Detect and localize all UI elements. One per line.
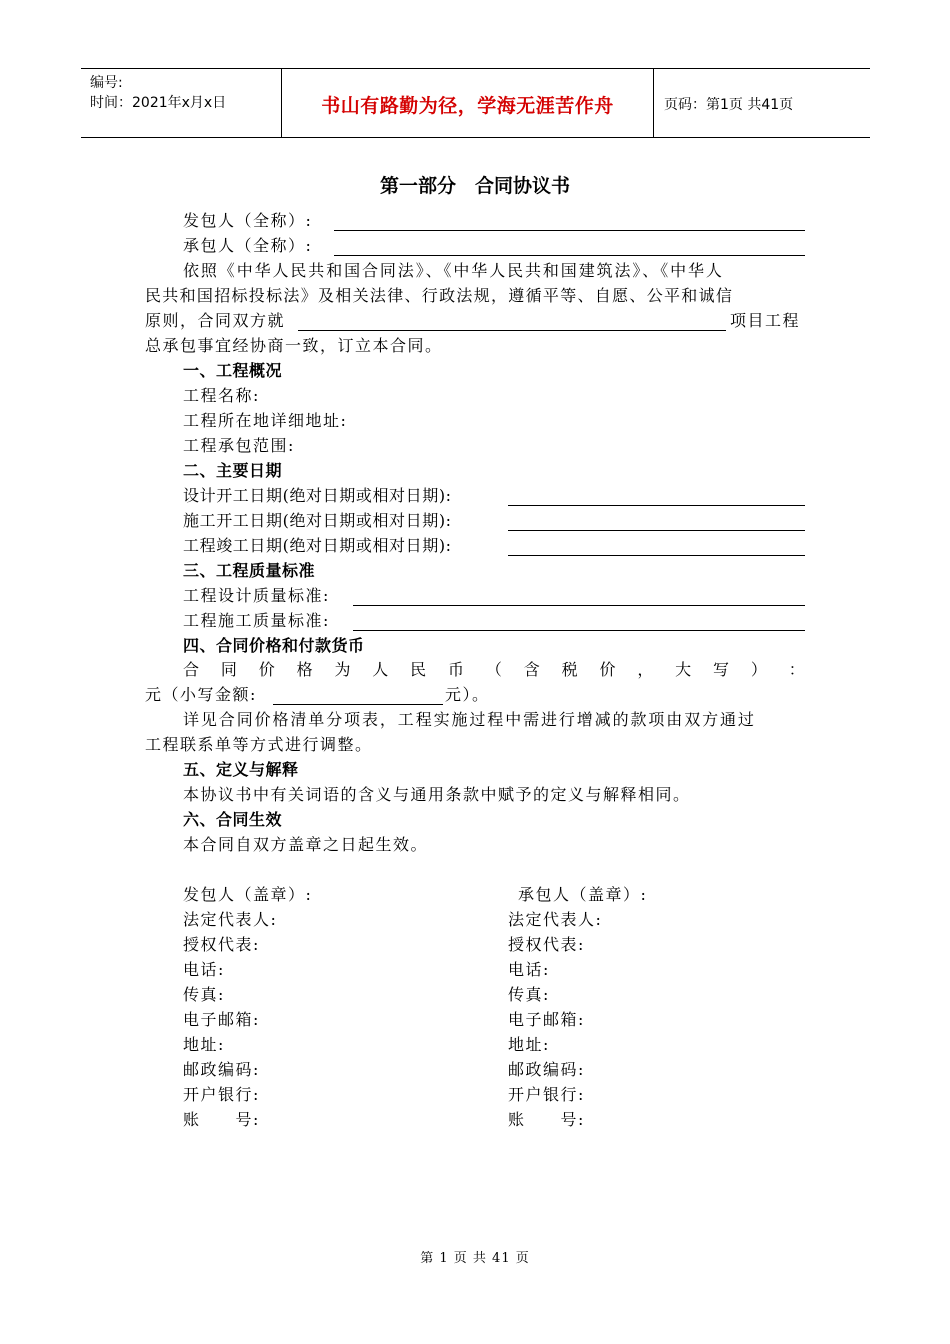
- employer-fullname-blank[interactable]: [334, 230, 805, 231]
- construct-start-label: 施工开工日期(绝对日期或相对日期):: [183, 511, 452, 530]
- contractor-email: 电子邮箱:: [508, 1010, 585, 1029]
- page-label: 页码：第1页 共41页: [664, 97, 794, 113]
- project-address-label: 工程所在地详细地址:: [183, 411, 348, 430]
- price-char: 币: [448, 660, 465, 679]
- motto: 书山有路勤为径，学海无涯苦作舟: [321, 95, 614, 117]
- construct-quality-label: 工程施工质量标准:: [183, 611, 330, 630]
- price-char: 价: [599, 660, 616, 679]
- contractor-fullname-blank[interactable]: [334, 255, 805, 256]
- section-6-heading: 六、合同生效: [183, 810, 283, 829]
- employer-authorized-rep: 授权代表:: [183, 935, 260, 954]
- price-char: 税: [561, 660, 578, 679]
- contractor-account: 账 号:: [508, 1110, 585, 1129]
- employer-legal-rep: 法定代表人:: [183, 910, 278, 929]
- design-start-label: 设计开工日期(绝对日期或相对日期):: [183, 486, 452, 505]
- contractor-bank: 开户银行:: [508, 1085, 585, 1104]
- contractor-seal-label: 承包人（盖章）:: [518, 885, 648, 904]
- employer-address: 地址:: [183, 1035, 225, 1054]
- contractor-fullname-label: 承包人（全称）:: [183, 236, 313, 255]
- header-cell-meta: [81, 69, 282, 137]
- price-char: 大: [675, 660, 692, 679]
- doc-title: 第一部分 合同协议书: [379, 175, 570, 197]
- completion-label: 工程竣工日期(绝对日期或相对日期):: [183, 536, 452, 555]
- price-char: ，: [637, 660, 654, 679]
- intro-line-3b: 项目工程: [730, 311, 801, 330]
- price-char: 为: [334, 660, 351, 679]
- project-scope-label: 工程承包范围:: [183, 436, 295, 455]
- employer-fullname-label: 发包人（全称）:: [183, 211, 313, 230]
- contract-price-line: [183, 657, 805, 682]
- contractor-legal-rep: 法定代表人:: [508, 910, 603, 929]
- employer-seal-label: 发包人（盖章）:: [183, 885, 313, 904]
- project-name-label: 工程名称:: [183, 386, 260, 405]
- contractor-authorized-rep: 授权代表:: [508, 935, 585, 954]
- section-2-heading: 二、主要日期: [183, 461, 283, 480]
- price-char: ：: [788, 660, 805, 679]
- design-quality-blank[interactable]: [353, 605, 805, 606]
- time-label: 时间：2021年x月x日: [90, 95, 227, 111]
- effective-text: 本合同自双方盖章之日起生效。: [183, 835, 429, 854]
- small-amount-blank[interactable]: [273, 704, 443, 705]
- definition-text: 本协议书中有关词语的含义与通用条款中赋予的定义与解释相同。: [183, 785, 691, 804]
- construct-quality-blank[interactable]: [353, 630, 805, 631]
- page-footer: 第 1 页 共 41 页: [420, 1251, 530, 1266]
- price-char: 人: [372, 660, 389, 679]
- design-quality-label: 工程设计质量标准:: [183, 586, 330, 605]
- header-cell-motto: [282, 69, 654, 137]
- header-cell-page: [654, 69, 870, 137]
- price-char: 民: [410, 660, 427, 679]
- employer-account: 账 号:: [183, 1110, 260, 1129]
- section-5-heading: 五、定义与解释: [183, 760, 299, 779]
- employer-postcode: 邮政编码:: [183, 1060, 260, 1079]
- small-amount-label: 元（小写金额:: [145, 685, 257, 704]
- contractor-phone: 电话:: [508, 960, 550, 979]
- price-char: 格: [296, 660, 313, 679]
- contractor-address: 地址:: [508, 1035, 550, 1054]
- intro-line-4: 总承包事宜经协商一致，订立本合同。: [145, 336, 443, 355]
- employer-phone: 电话:: [183, 960, 225, 979]
- project-name-blank[interactable]: [298, 330, 726, 331]
- price-char: 合: [183, 660, 200, 679]
- price-char: 价: [258, 660, 275, 679]
- employer-bank: 开户银行:: [183, 1085, 260, 1104]
- header-table: [81, 68, 870, 138]
- construct-start-blank[interactable]: [508, 530, 805, 531]
- price-char: 含: [523, 660, 540, 679]
- price-detail-line-2: 工程联系单等方式进行调整。: [145, 735, 373, 754]
- completion-blank[interactable]: [508, 555, 805, 556]
- section-3-heading: 三、工程质量标准: [183, 561, 316, 580]
- contractor-fax: 传真:: [508, 985, 550, 1004]
- price-char: ）: [750, 660, 767, 679]
- section-1-heading: 一、工程概况: [183, 361, 283, 380]
- intro-line-1: 依照《中华人民共和国合同法》、《中华人民共和国建筑法》、《中华人: [183, 261, 724, 280]
- contractor-postcode: 邮政编码:: [508, 1060, 585, 1079]
- employer-email: 电子邮箱:: [183, 1010, 260, 1029]
- price-char: （: [485, 660, 502, 679]
- price-char: 写: [713, 660, 730, 679]
- intro-line-2: 民共和国招标投标法》及相关法律、行政法规，遵循平等、自愿、公平和诚信: [145, 286, 734, 305]
- design-start-blank[interactable]: [508, 505, 805, 506]
- intro-line-3a: 原则，合同双方就: [145, 311, 286, 330]
- serial-label: 编号:: [90, 75, 123, 91]
- price-char: 同: [220, 660, 237, 679]
- small-amount-suffix: 元）。: [445, 685, 490, 704]
- employer-fax: 传真:: [183, 985, 225, 1004]
- section-4-heading: 四、合同价格和付款货币: [183, 636, 365, 655]
- price-detail-line-1: 详见合同价格清单分项表，工程实施过程中需进行增减的款项由双方通过: [183, 710, 756, 729]
